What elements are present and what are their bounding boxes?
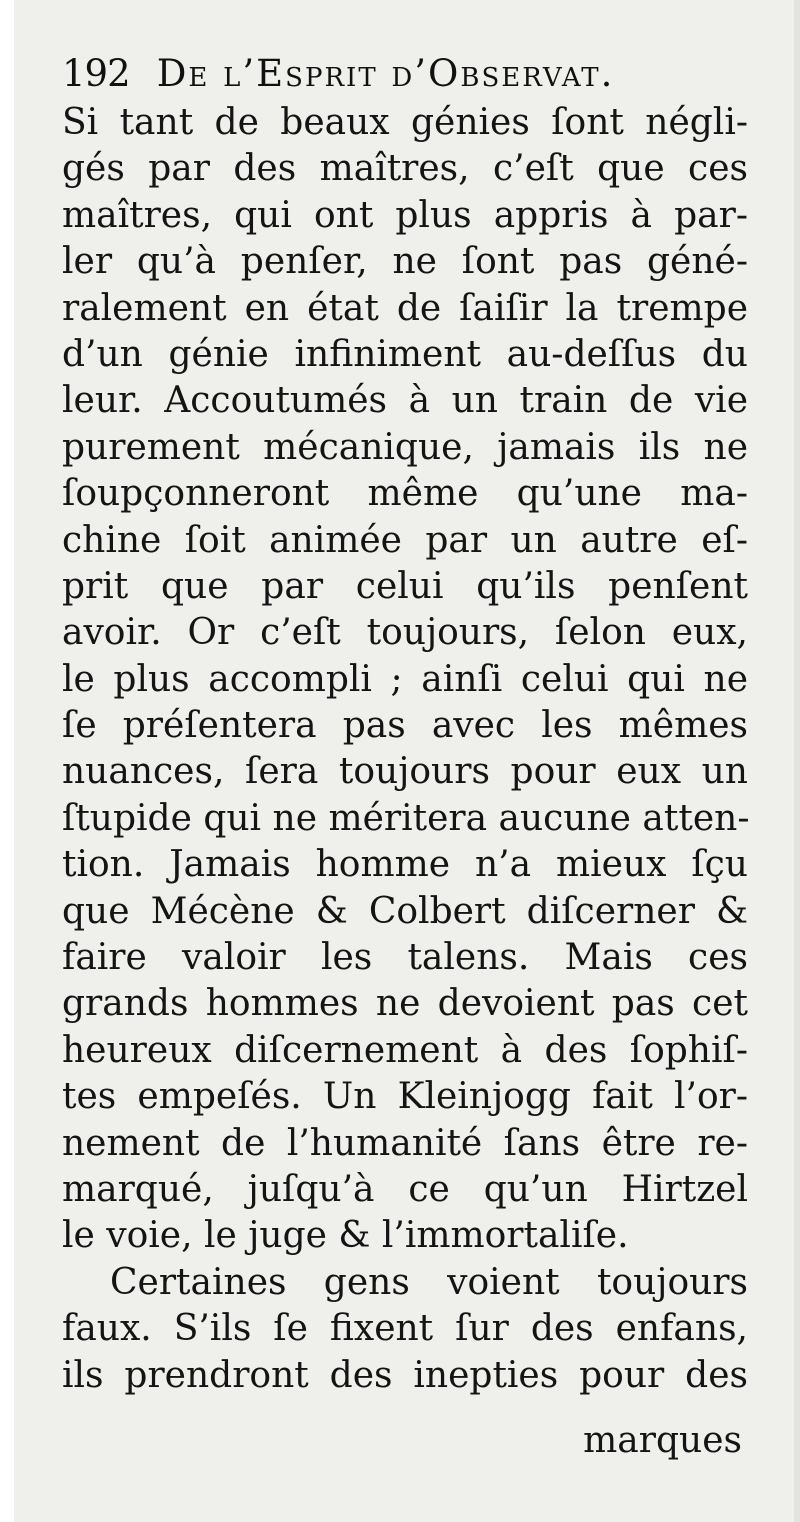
text-line: leur. Accoutumés à un train de vie [62, 380, 748, 422]
text-line: faire valoir les talens. Mais ces [62, 937, 748, 979]
running-title: De l’Esprit d’Observat. [156, 52, 615, 95]
text-line: avoir. Or c’eſt toujours, ſelon eux, [62, 612, 748, 654]
paragraph-end-line: le voie, le juge & l’immortaliſe. [62, 1215, 629, 1257]
page-right-edge [794, 0, 800, 1522]
text-line: heureux diſcernement à des ſophiſ- [62, 1029, 748, 1071]
page-left-margin [0, 0, 14, 1522]
paragraph-start-line: Certaines gens voient toujours [110, 1261, 748, 1303]
text-line: chine ſoit animée par un autre eſ- [62, 519, 748, 561]
catchword: marques [583, 1420, 742, 1461]
text-line: tion. Jamais homme n’a mieux ſçu [62, 844, 748, 886]
text-line: grands hommes ne devoient pas cet [62, 983, 748, 1025]
text-line: que Mécène & Colbert diſcerner & [62, 890, 748, 932]
text-line: purement mécanique, jamais ils ne [62, 426, 748, 468]
text-line: nement de l’humanité ſans être re- [62, 1122, 748, 1164]
text-line: gés par des maîtres, c’eſt que ces [62, 148, 748, 190]
text-line: ler qu’à penſer, ne ſont pas géné- [62, 241, 748, 283]
page-number: 192 [62, 52, 130, 95]
body-text [62, 100, 748, 1399]
text-line: d’un génie infiniment au-deſſus du [62, 333, 748, 375]
text-line: Si tant de beaux génies ſont négli- [62, 102, 748, 143]
text-line: tes empeſés. Un Kleinjogg fait l’or- [62, 1076, 748, 1118]
text-line: ſoupçonneront même qu’une ma- [62, 473, 748, 515]
text-line: faux. S’ils ſe fixent ſur des enfans, [62, 1308, 748, 1350]
text-line: ſe préſentera pas avec les mêmes [62, 705, 748, 747]
text-line: ralement en état de ſaiſir la trempe [62, 287, 748, 329]
text-line: ſtupide qui ne méritera aucune atten- [62, 797, 750, 839]
text-line: nuances, ſera toujours pour eux un [62, 751, 748, 793]
text-line: prit que par celui qu’ils penſent [62, 565, 748, 607]
text-line: marqué, juſqu’à ce qu’un Hirtzel [62, 1168, 748, 1210]
text-line: ils prendront des inepties pour des [62, 1354, 748, 1396]
running-head [62, 52, 742, 102]
text-line: maîtres, qui ont plus appris à par- [62, 194, 748, 236]
text-line: le plus accompli ; ainſi celui qui ne [62, 658, 748, 700]
